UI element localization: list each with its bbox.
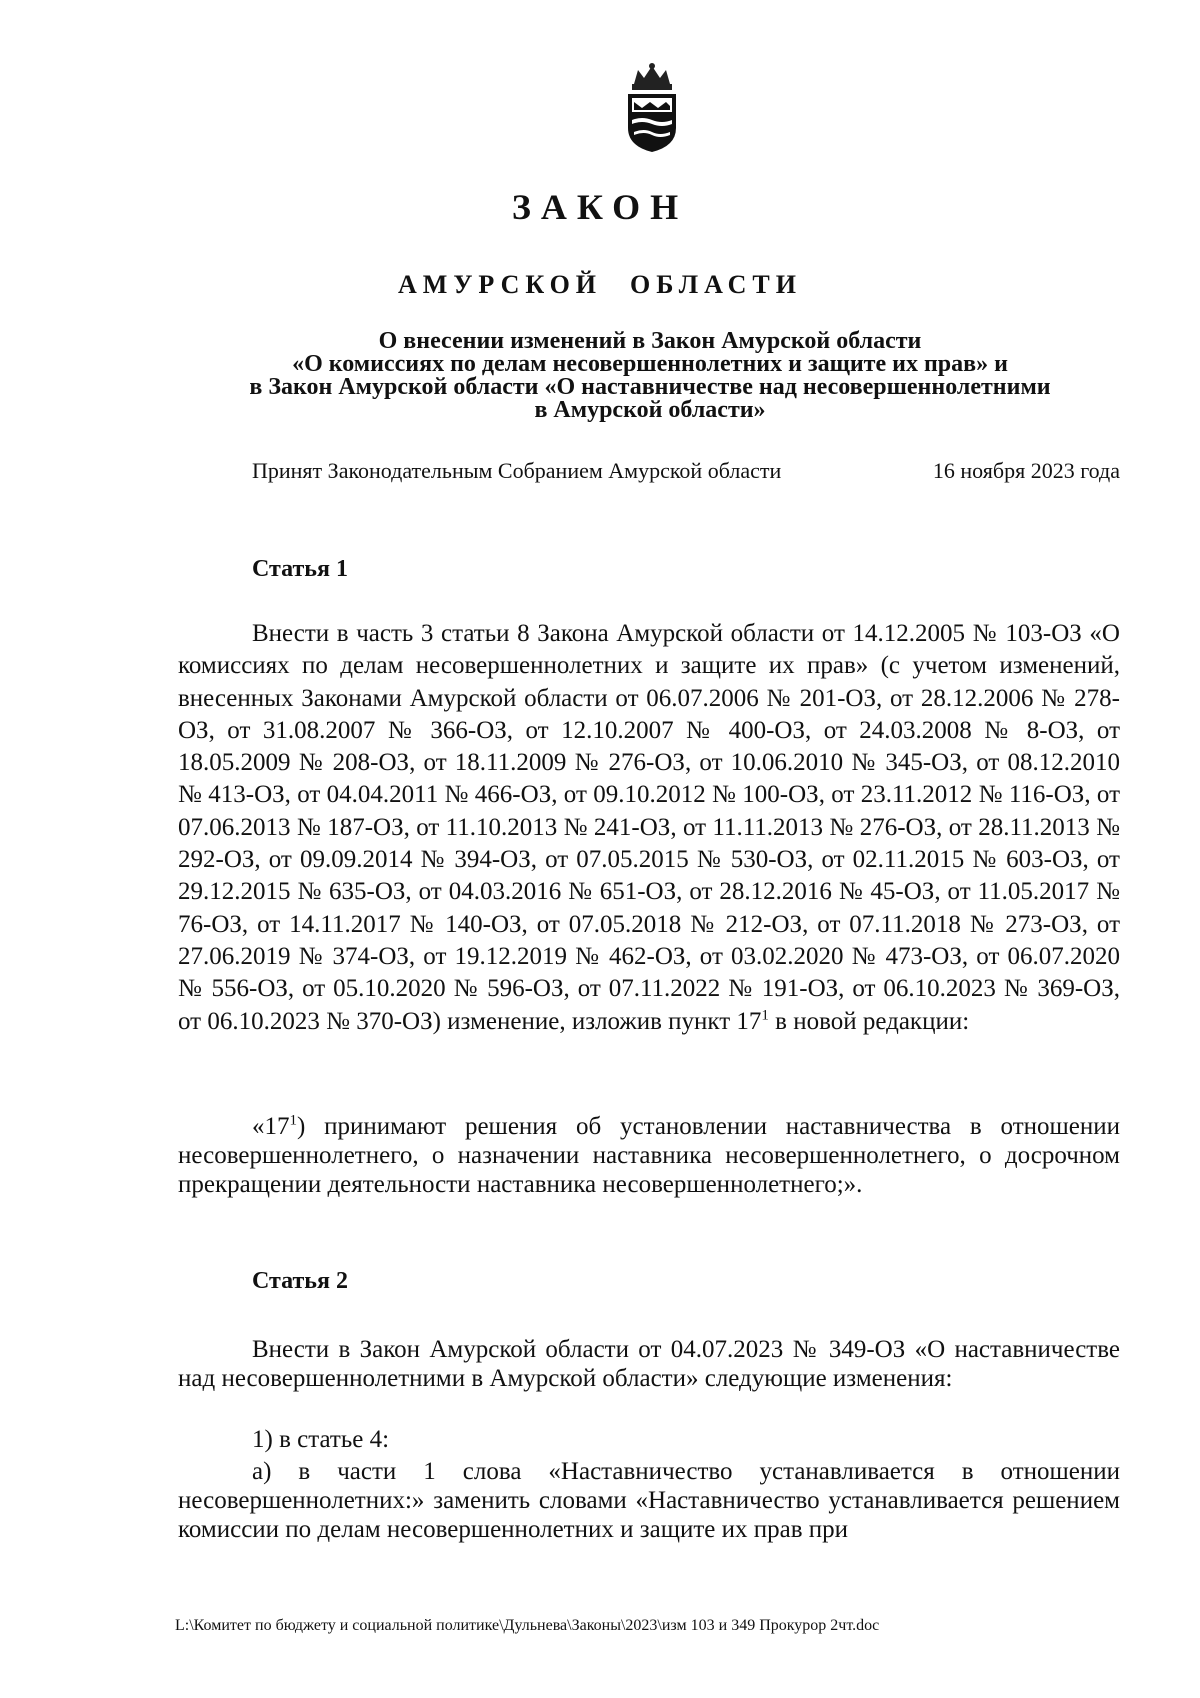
article-2-heading: Статья 2 — [252, 1268, 348, 1294]
article-1-text: Внести в часть 3 статьи 8 Закона Амурской области от 14.12.2005 № 103-ОЗ «О комиссиях по делам несовершеннолетних и защите их прав» (с учетом изменений, внесенных Законами Амурской области от 06.07.2006 № 201-ОЗ, от 28.12.2006 № 278-ОЗ, от 31.08.2007 № 366-ОЗ, от 12.10.2007 № 400-ОЗ, от 24.03.2008 № 8-ОЗ, от 18.05.2009 № 208-ОЗ, от 18.11.2009 № 276-ОЗ, от 10.06.2010 № 345-ОЗ, от 08.12.2010 № 413-ОЗ, от 04.04.2011 № 466-ОЗ, от 09.10.2012 № 100-ОЗ, от 23.11.2012 № 116-ОЗ, от 07.06.2013 № 187-ОЗ, от 11.10.2013 № 241-ОЗ, от 11.11.2013 № 276-ОЗ, от 28.11.2013 № 292-ОЗ, от 09.09.2014 № 394-ОЗ, от 07.05.2015 № 530-ОЗ, от 02.11.2015 № 603-ОЗ, от 29.12.2015 № 635-ОЗ, от 04.03.2016 № 651-ОЗ, от 28.12.2016 № 45-ОЗ, от 11.05.2017 № 76-ОЗ, от 14.11.2017 № 140-ОЗ, от 07.05.2018 № 212-ОЗ, от 07.11.2018 № 273-ОЗ, от 27.06.2019 № 374-ОЗ, от 19.12.2019 № 462-ОЗ, от 03.02.2020 № 473-ОЗ, от 06.07.2020 № 556-ОЗ, от 05.10.2020 № 596-ОЗ, от 07.11.2022 № 191-ОЗ, от 06.10.2023 № 369-ОЗ, от 06.10.2023 № 370-ОЗ) изменение, изложив пункт 17 — [178, 620, 1120, 1035]
article-2-paragraph-2: 1) в статье 4: — [252, 1426, 390, 1453]
region-word-2: ОБЛАСТИ — [630, 270, 802, 299]
article-1-paragraph-2 — [178, 1112, 1120, 1199]
subject-line: О внесении изменений в Закон Амурской области — [378, 328, 922, 354]
article-2-paragraph-1: Внести в Закон Амурской области от 04.07.2023 № 349-ОЗ «О наставничестве над несовершеннолетними в Амурской области» следующие изменения: — [178, 1336, 1120, 1392]
article-1-text-end: в новой редакции: — [768, 1007, 970, 1035]
subject-line: в Амурской области» — [534, 397, 766, 423]
adopted-date: 16 ноября 2023 года — [932, 458, 1120, 483]
adopted-by: Принят Законодательным Собранием Амурской области — [252, 458, 782, 483]
article-1-paragraph-1 — [178, 618, 1120, 1038]
file-path-footer: L:\Комитет по бюджету и социальной политике\Дульнева\Законы\2023\изм 103 и 349 Прокурор 2чт.doc — [175, 1617, 880, 1634]
subject-line: в Закон Амурской области «О наставничестве над несовершеннолетними — [249, 374, 1051, 400]
law-subject — [150, 330, 1150, 422]
adoption-line — [252, 458, 1120, 484]
region-word-1: АМУРСКОЙ — [398, 270, 603, 299]
article-1-heading: Статья 1 — [252, 556, 348, 582]
law-title: ЗАКОН — [511, 187, 689, 227]
amendment-text-start: «17 — [252, 1113, 290, 1140]
amendment-text: ) принимают решения об установлении наставничества в отношении несовершеннолетнего, о назначении наставника несовершеннолетнего, о досрочном прекращении деятельности наставника несовершеннолетнего;». — [178, 1113, 1120, 1198]
article-2-paragraph-3: а) в части 1 слова «Наставничество устанавливается в отношении несовершеннолетних:» заменить словами «Наставничество устанавливается решением комиссии по делам несовершеннолетних и защите их прав при — [178, 1458, 1120, 1543]
region-title — [0, 270, 1200, 300]
superscript: 1 — [761, 1007, 769, 1024]
subject-line: «О комиссиях по делам несовершеннолетних и защите их прав» и — [292, 351, 1008, 377]
coat-of-arms-icon — [620, 62, 684, 154]
superscript: 1 — [289, 1112, 297, 1129]
